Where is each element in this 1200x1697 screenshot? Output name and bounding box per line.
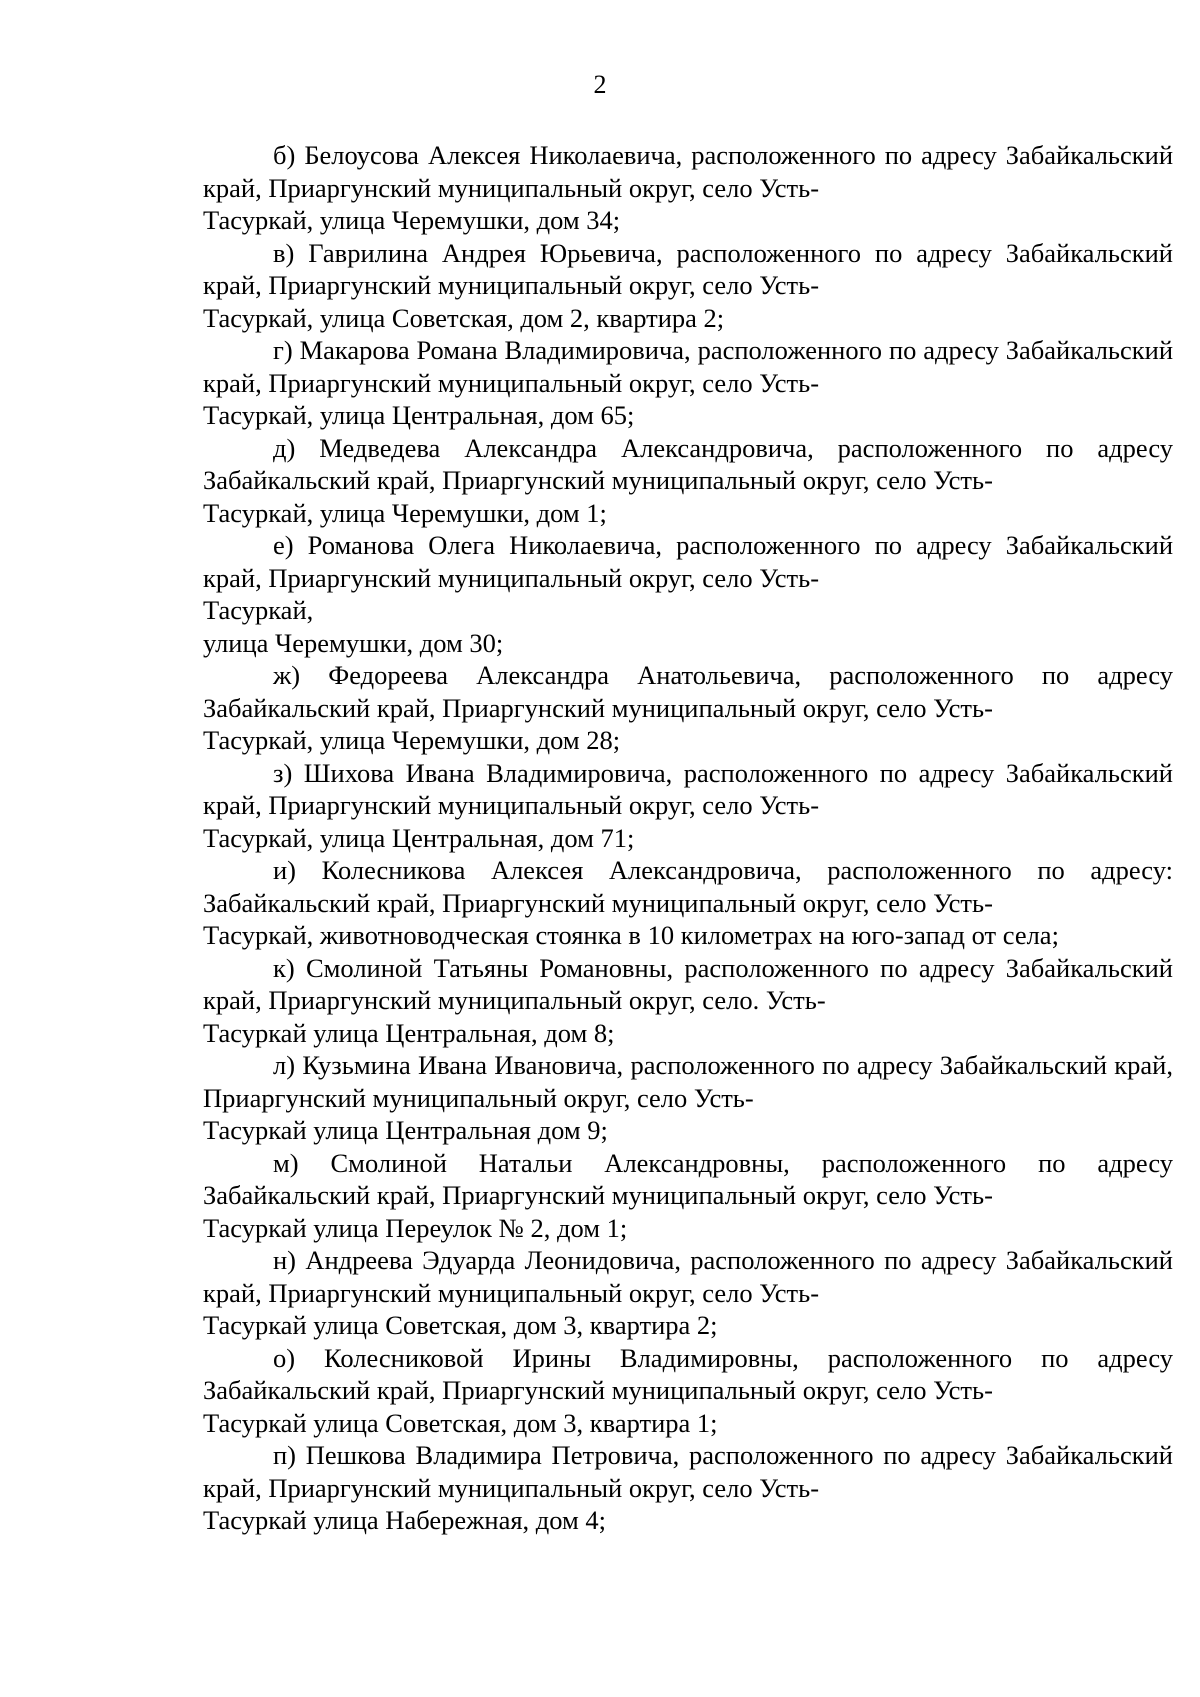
list-item-g: г) Макарова Романа Владимировича, расположенного по адресу Забайкальский край, Приаргунский муниципальный округ, село Усть- Тасуркай, улица Центральная, дом 65;: [203, 335, 1173, 430]
list-item-z: з) Шихова Ивана Владимировича, расположенного по адресу Забайкальский край, Приаргунский муниципальный округ, село Усть- Тасуркай, улица Центральная, дом 71;: [203, 757, 1173, 853]
list-item-b: б) Белоусова Алексея Николаевича, расположенного по адресу Забайкальский край, Приаргунский муниципальный округ, село Усть- Тасуркай, улица Черемушки, дом 34;: [203, 140, 1173, 235]
document-body: [203, 139, 1173, 1537]
list-item-e: е) Романова Олега Николаевича, расположенного по адресу Забайкальский край, Приаргунский муниципальный округ, село Усть- Тасуркай, улица Черемушки, дом 30;: [203, 530, 1173, 658]
page-number: 2: [593, 70, 607, 99]
list-item-m: м) Смолиной Натальи Александровны, расположенного по адресу Забайкальский край, Приаргунский муниципальный округ, село Усть- Тасуркай улица Переулок № 2, дом 1;: [203, 1147, 1173, 1243]
list-item-o: о) Колесниковой Ирины Владимировны, расположенного по адресу Забайкальский край, Приаргунский муниципальный округ, село Усть- Тасуркай улица Советская, дом 3, квартира 1;: [203, 1342, 1173, 1438]
list-item-i: и) Колесникова Алексея Александровича, расположенного по адресу: Забайкальский край, Приаргунский муниципальный округ, село Усть- Тасуркай, животноводческая стоянка в 10 километрах на юго-запад от села;: [203, 855, 1173, 950]
list-item-v: в) Гаврилина Андрея Юрьевича, расположенного по адресу Забайкальский край, Приаргунский муниципальный округ, село Усть- Тасуркай, улица Советская, дом 2, квартира 2;: [203, 237, 1173, 333]
list-item-k: к) Смолиной Татьяны Романовны, расположенного по адресу Забайкальский край, Приаргунский муниципальный округ, село. Усть- Тасуркай улица Центральная, дом 8;: [203, 952, 1173, 1048]
list-item-n: н) Андреева Эдуарда Леонидовича, расположенного по адресу Забайкальский край, Приаргунский муниципальный округ, село Усть- Тасуркай улица Советская, дом 3, квартира 2;: [203, 1245, 1173, 1340]
list-item-zh: ж) Федореева Александра Анатольевича, расположенного по адресу Забайкальский край, Приаргунский муниципальный округ, село Усть- Тасуркай, улица Черемушки, дом 28;: [203, 660, 1173, 755]
list-item-d: д) Медведева Александра Александровича, расположенного по адресу Забайкальский край, Приаргунский муниципальный округ, село Усть- Тасуркай, улица Черемушки, дом 1;: [203, 432, 1173, 528]
list-item-l: л) Кузьмина Ивана Ивановича, расположенного по адресу Забайкальский край, Приаргунский муниципальный округ, село Усть- Тасуркай улица Центральная дом 9;: [203, 1050, 1173, 1145]
list-item-p: п) Пешкова Владимира Петровича, расположенного по адресу Забайкальский край, Приаргунский муниципальный округ, село Усть- Тасуркай улица Набережная, дом 4;: [203, 1440, 1173, 1535]
